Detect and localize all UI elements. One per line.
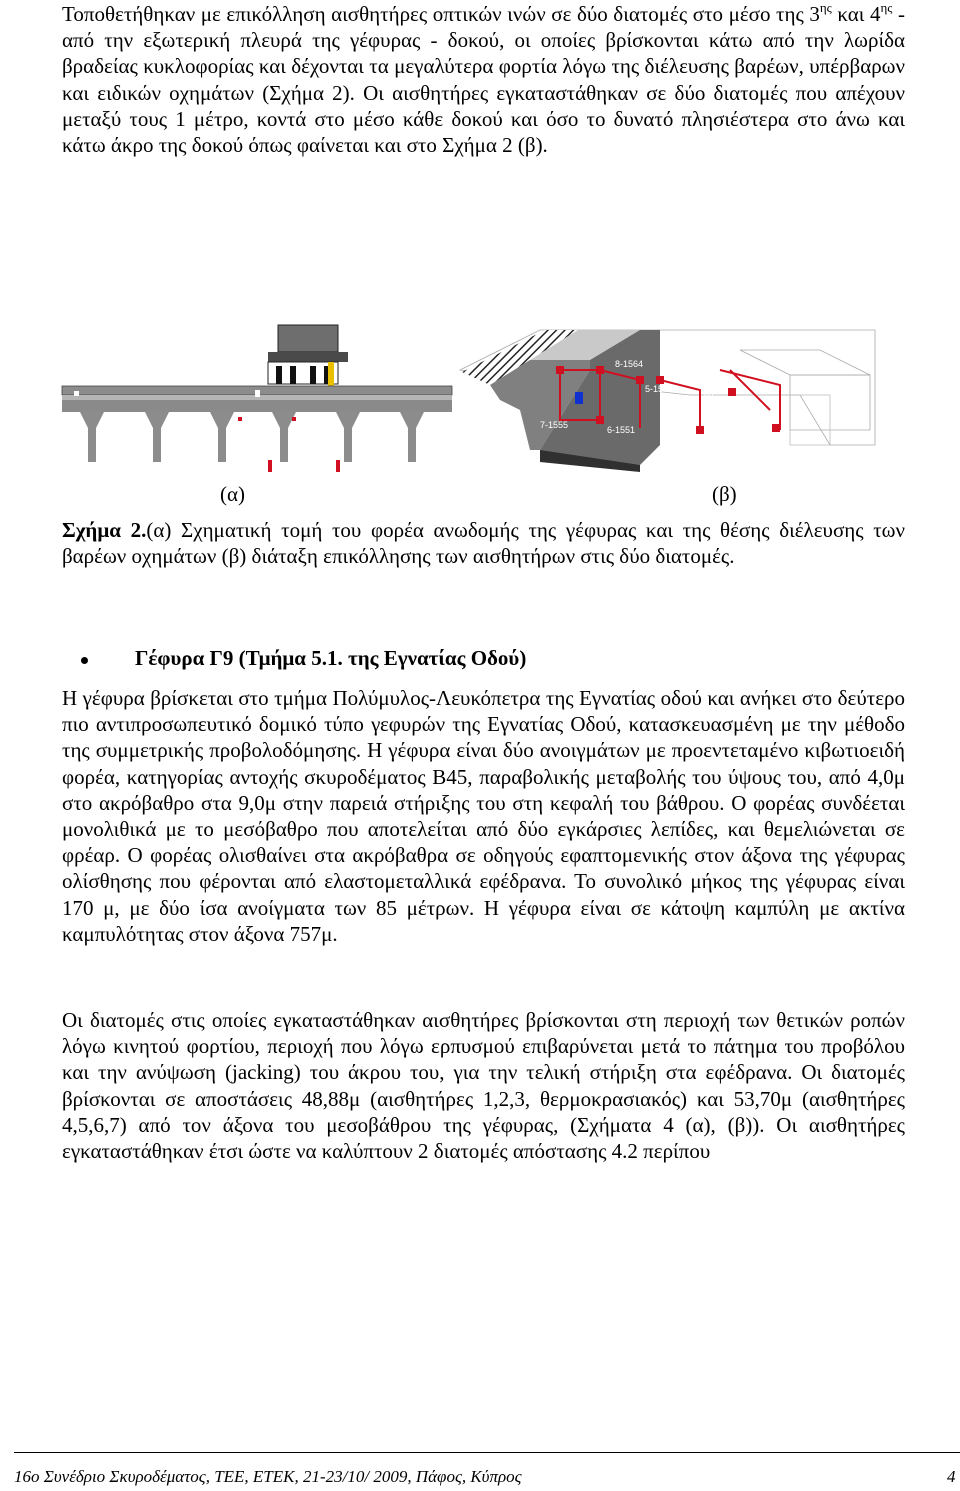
superscript-2: ης <box>880 0 893 15</box>
sensor-layout-drawing <box>460 330 875 472</box>
intro-text-1: Τοποθετήθηκαν με επικόλληση αισθητήρες οπτικών ινών σε δύο διατομές στο μέσο της 3 <box>62 2 820 26</box>
sensor-label-6-1551: 6-1551 <box>607 425 636 435</box>
sensor-label-2-1: 2-1 <box>702 390 716 400</box>
figure-2 <box>0 300 960 510</box>
caption-label: Σχήμα 2. <box>62 518 147 542</box>
figure-label-a: (α) <box>220 482 245 506</box>
superscript-1: ης <box>819 0 832 15</box>
intro-paragraph <box>62 1 905 158</box>
caption-text: (α) Σχηματική τομή του φορέα ανωδομής της γέφυρας και της θέσης διέλευσης των βαρέων οχημάτων (β) διάταξη επικόλλησης των αισθητήρων στις δύο διατομές. <box>62 518 905 569</box>
bridge-description-paragraph: Η γέφυρα βρίσκεται στο τμήμα Πολύμυλος-Λευκόπετρα της Εγνατίας οδού και ανήκει στο δεύτερο πιο αντιπροσωπευτικό δομικό τύπο γεφυρών της Εγνατίας Οδού, κατασκευασμένη με την μέθοδο της συμμετρικής προβολοδόμησης. Η γέφυρα είναι δύο ανοιγμάτων με προεντεταμένο κιβωτιοειδή φορέα, κατηγορίας αντοχής σκυροδέματος Β45, παραβολικής μεταβολής του ύψους του, από 4,0μ στο ακρόβαθρο στα 9,0μ στην παρειά στήριξης του στη κεφαλή του βάθρου. Ο φορέας συνδέεται μονολιθικά με το μεσόβαθρο που αποτελείται από δύο εγκάρσιες λεπίδες, και θεμελιώνεται σε φρέαρ. Ο φορέας ολισθαίνει στα ακρόβαθρα σε οδηγούς εφαπτομενικής στον άξονα της γέφυρας ολίσθησης που φέρονται από ελαστομεταλλικά εφέδρανα. Το συνολικό μήκος της γέφυρας είναι 170 μ, με δύο ίσα ανοίγματα των 85 μέτρων. Η γέφυρα είναι σε κάτοψη καμπύλη με ακτίνα καμπυλότητας στον άξονα 757μ. <box>62 686 905 946</box>
section-heading: Γέφυρα Γ9 (Τμήμα 5.1. της Εγνατίας Οδού) <box>135 646 527 670</box>
bullet-icon <box>81 657 88 664</box>
intro-text-3: - από την εξωτερική πλευρά της γέφυρας - δοκού, οι οποίες βρίσκονται κάτω από την λωρίδα βραδείας κυκλοφορίας και δέχονται τα μεγαλύτερα φορτία λόγω της διέλευσης βαρέων, υπέρβαρων και ειδικών οχημάτων (Σχήμα 2). Οι αισθητήρες εγκαταστάθηκαν σε δύο διατομές που απέχουν μεταξύ τους 1 μέτρο, κοντά στο μέσο κάθε δοκού και όσο το δυνατό πλησιέστερα στο άνω και κάτω άκρο της δοκού όπως φαίνεται και στο Σχήμα 2 (β). <box>62 2 905 158</box>
figure-label-b: (β) <box>712 482 737 506</box>
page-number: 4 <box>947 1467 956 1486</box>
sensor-label-8-1564: 8-1564 <box>615 359 644 369</box>
sensor-location-paragraph: Οι διατομές στις οποίες εγκαταστάθηκαν αισθητήρες βρίσκονται στη περιοχή των θετικών ροπών λόγω κινητού φορτίου, περιοχή που λόγω ερπυσμού επιβαρύνεται μετά το πάτημα του προβόλου και την ανύψωση (jacking) του άκρου του, για την τελική στήριξη στα εφέδρανα. Οι διατομές βρίσκονται σε αποστάσεις 48,88μ (αισθητήρες 1,2,3, θερμοκρασιακός) και 53,70μ (αισθητήρες 4,5,6,7) από τον άξονα του μεσοβάθρου της γέφυρας, (Σχήματα 4 (α), (β)). Οι αισθητήρες εγκαταστάθηκαν έτσι ώστε να καλύπτουν 2 διατομές απόστασης 4.2 περίπου <box>62 1008 905 1164</box>
footer-conference: 16ο Συνέδριο Σκυροδέματος, ΤΕΕ, ΕΤΕΚ, 21-23/10/ 2009, Πάφος, Κύπρος <box>14 1467 522 1486</box>
footer-divider <box>14 1452 960 1453</box>
sensor-label-7-1555: 7-1555 <box>540 420 569 430</box>
cross-section-drawing <box>62 325 452 472</box>
intro-text-2: και 4 <box>831 2 881 26</box>
figure-caption <box>62 517 905 569</box>
sensor-label-5-1547: 5-1547 <box>645 384 674 394</box>
